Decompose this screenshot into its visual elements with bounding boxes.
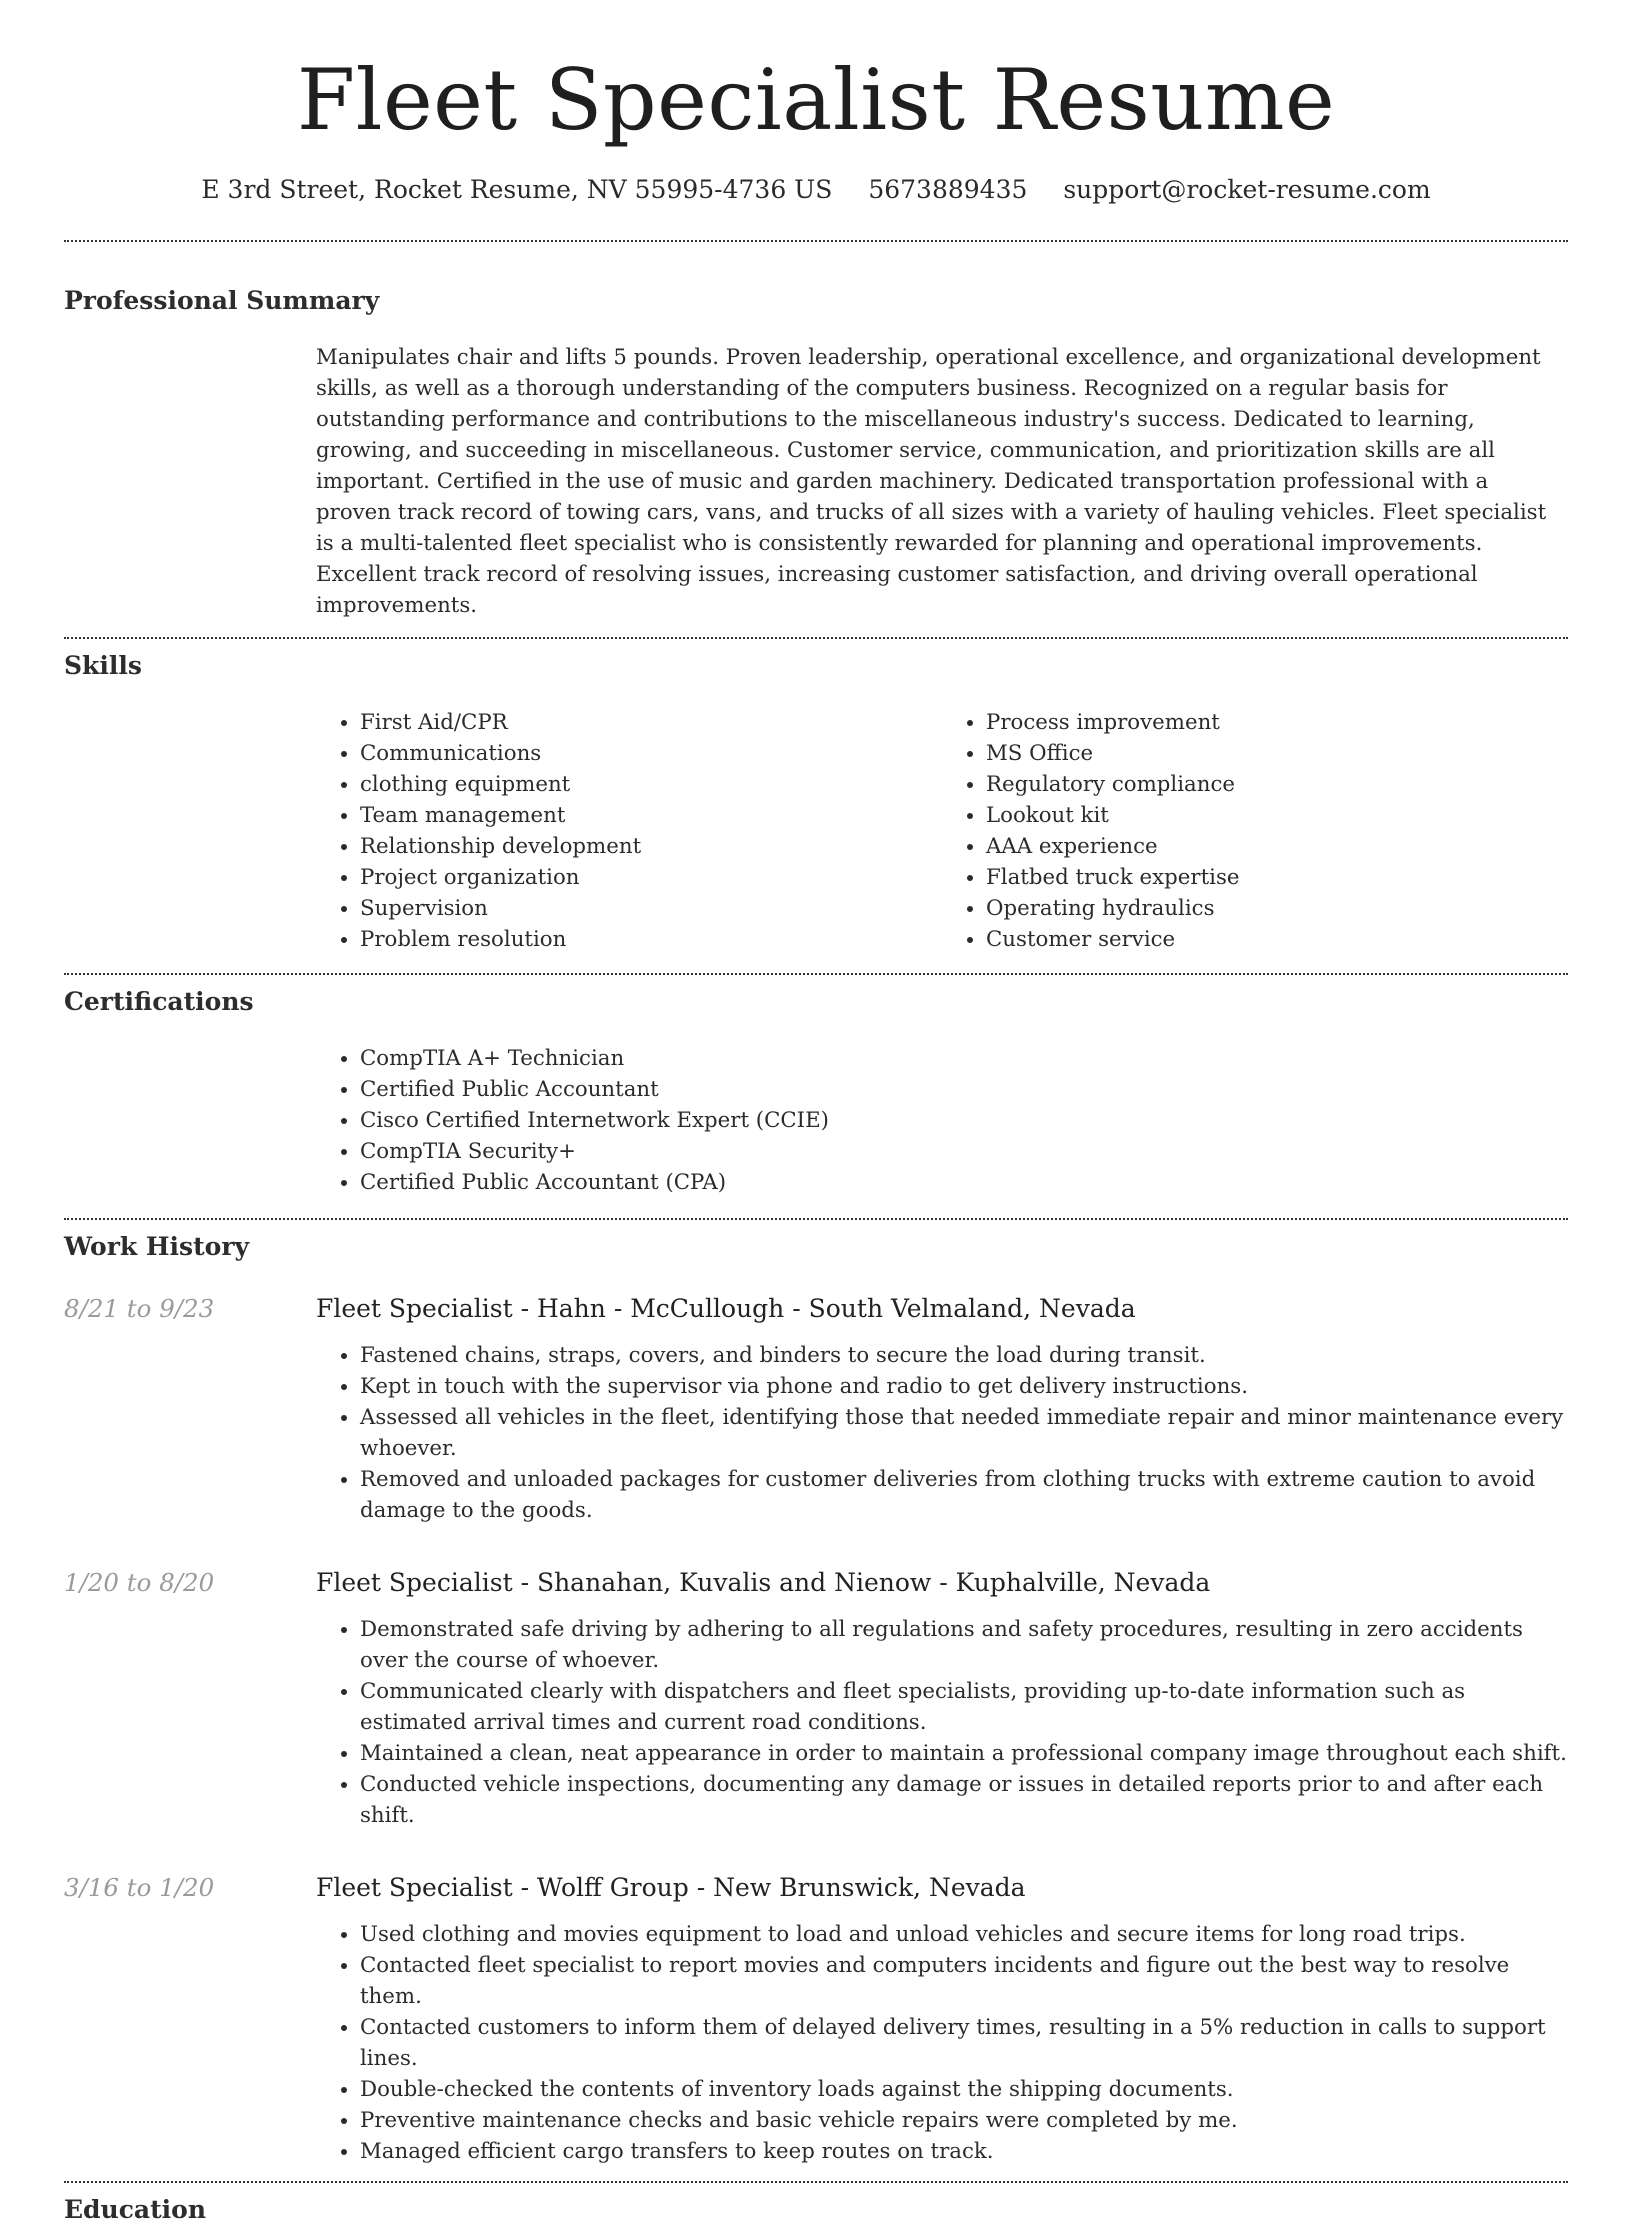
skill-item: • Process improvement [986,707,1568,738]
job-dates: 1/20 to 8/20 [64,1567,215,1597]
job-bullet: • Contacted customers to inform them of delayed delivery times, resulting in a 5% reduction in calls to support lines. [360,2012,1568,2074]
job-bullet: • Kept in touch with the supervisor via phone and radio to get delivery instructions. [360,1371,1568,1402]
job-bullet: • Maintained a clean, neat appearance in order to maintain a professional company image throughout each shift. [360,1738,1568,1769]
address-text: E 3rd Street, Rocket Resume, NV 55995-4736 US [201,174,833,204]
skill-item: • clothing equipment [360,769,942,800]
professional-summary-section [64,242,1568,637]
job-bullet: • Communicated clearly with dispatchers and fleet specialists, providing up-to-date information such as estimated arrival times and current road conditions. [360,1676,1568,1738]
job-bullet: • Preventive maintenance checks and basic vehicle repairs were completed by me. [360,2105,1568,2136]
skill-item: • Regulatory compliance [986,769,1568,800]
job-title: Fleet Specialist - Wolff Group - New Brunswick, Nevada [316,1872,1026,1902]
job-bullet: • Removed and unloaded packages for customer deliveries from clothing trucks with extreme caution to avoid damage to the goods. [360,1464,1568,1526]
job-bullets [316,1919,1568,2167]
skill-item: • Lookout kit [986,800,1568,831]
job-details [316,1292,1568,1526]
certification-item: • Cisco Certified Internetwork Expert (CCIE) [360,1105,1568,1136]
work-history-section [64,1220,1568,2181]
skill-item: • MS Office [986,738,1568,769]
job-bullet: • Double-checked the contents of inventory loads against the shipping documents. [360,2074,1568,2105]
section-heading-certifications: Certifications [64,986,254,1016]
job-bullets [316,1614,1568,1831]
job-bullet: • Assessed all vehicles in the fleet, identifying those that needed immediate repair and minor maintenance every whoever. [360,1402,1568,1464]
phone-text: 5673889435 [868,174,1028,204]
certifications-section [64,975,1568,1218]
contact-line [64,175,1568,204]
job-bullet: • Demonstrated safe driving by adhering to all regulations and safety procedures, resulting in zero accidents over the course of whoever. [360,1614,1568,1676]
certification-item: • CompTIA A+ Technician [360,1043,1568,1074]
skill-item: • Supervision [360,893,942,924]
skill-item: • Operating hydraulics [986,893,1568,924]
job-bullet: • Managed efficient cargo transfers to keep routes on track. [360,2136,1568,2167]
job-bullet: • Conducted vehicle inspections, documenting any damage or issues in detailed reports prior to and after each shift. [360,1769,1568,1831]
skill-item: • Project organization [360,862,942,893]
skill-item: • Team management [360,800,942,831]
job-details [316,1871,1568,2167]
email-text: support@rocket-resume.com [1063,174,1431,204]
section-heading-summary: Professional Summary [64,285,380,315]
skills-section [64,639,1568,973]
skills-list-right [942,707,1568,955]
skill-item: • Flatbed truck expertise [986,862,1568,893]
skill-item: • Communications [360,738,942,769]
education-section [64,2183,1568,2225]
job-dates: 3/16 to 1/20 [64,1872,215,1902]
certification-item: • CompTIA Security+ [360,1136,1568,1167]
job-title: Fleet Specialist - Hahn - McCullough - South Velmaland, Nevada [316,1293,1136,1323]
summary-text: Manipulates chair and lifts 5 pounds. Proven leadership, operational excellence, and organizational development skills, as well as a thorough understanding of the computers business. Recognized on a regular basis for outstanding performance and contributions to the miscellaneous industry's success. Dedicated to learning, growing, and succeeding in miscellaneous. Customer service, communication, and prioritization skills are all important. Certified in the use of music and garden machinery. Dedicated transportation professional with a proven track record of towing cars, vans, and trucks of all sizes with a variety of hauling vehicles. Fleet specialist is a multi-talented fleet specialist who is consistently rewarded for planning and operational improvements. Excellent track record of resolving issues, increasing customer satisfaction, and driving overall operational improvements. [316,344,1547,618]
job-entry [64,1871,1568,2167]
job-bullets [316,1340,1568,1526]
skill-item: • Customer service [986,924,1568,955]
section-heading-education: Education [64,2194,207,2224]
certification-item: • Certified Public Accountant (CPA) [360,1167,1568,1198]
job-title: Fleet Specialist - Shanahan, Kuvalis and Nienow - Kuphalville, Nevada [316,1567,1211,1597]
job-bullet: • Contacted fleet specialist to report movies and computers incidents and figure out the best way to resolve them. [360,1950,1568,2012]
skill-item: • Problem resolution [360,924,942,955]
certification-item: • Certified Public Accountant [360,1074,1568,1105]
section-heading-work-history: Work History [64,1231,250,1261]
certifications-list [316,1043,1568,1198]
skills-columns [316,707,1568,955]
job-bullet: • Used clothing and movies equipment to load and unload vehicles and secure items for long road trips. [360,1919,1568,1950]
certifications-content [316,1043,1568,1198]
skill-item: • Relationship development [360,831,942,862]
skills-list-left [316,707,942,955]
job-entry [64,1292,1568,1526]
job-dates: 8/21 to 9/23 [64,1293,215,1323]
job-bullet: • Fastened chains, straps, covers, and binders to secure the load during transit. [360,1340,1568,1371]
skill-item: • First Aid/CPR [360,707,942,738]
resume-title: Fleet Specialist Resume [296,51,1336,149]
job-details [316,1566,1568,1831]
skill-item: • AAA experience [986,831,1568,862]
section-heading-skills: Skills [64,650,142,680]
job-entry [64,1566,1568,1831]
